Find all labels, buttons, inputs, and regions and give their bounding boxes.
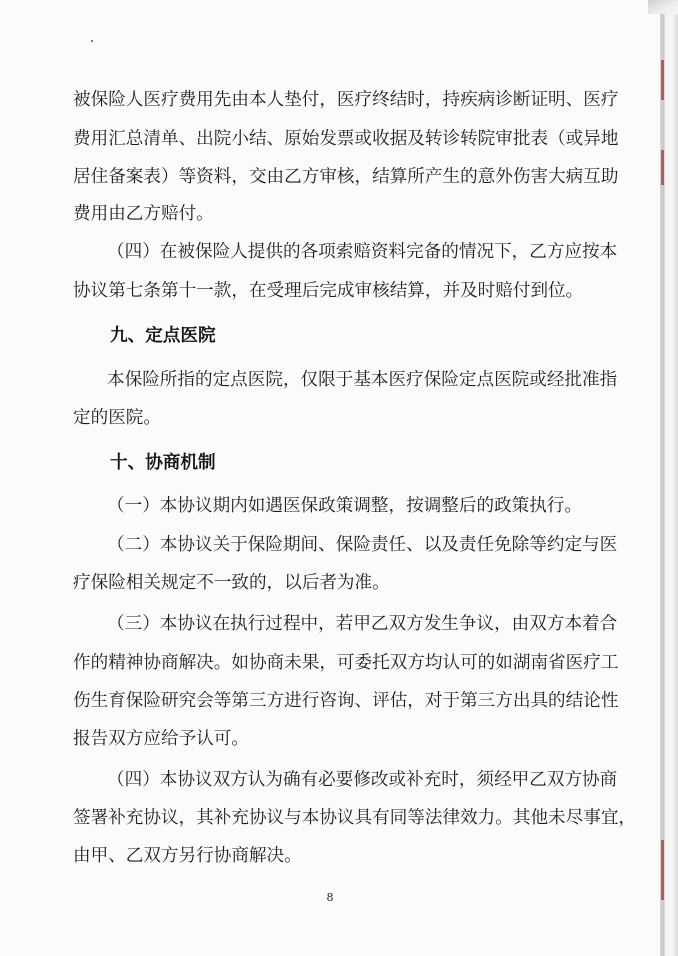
section-heading: 九、定点医院 <box>110 325 216 346</box>
text-line: （四）在被保险人提供的各项索赔资料完备的情况下，乙方应按本 <box>107 242 618 262</box>
text-line: （二）本协议关于保险期间、保险责任、以及责任免除等约定与医 <box>107 535 618 555</box>
text-line: 费用由乙方赔付。 <box>73 204 214 224</box>
page-number: 8 <box>326 891 334 904</box>
scan-speck <box>91 40 93 42</box>
text-line: （三）本协议在执行过程中，若甲乙双方发生争议，由双方本着合 <box>107 614 618 634</box>
text-line: 疗保险相关规定不一致的，以后者为准。 <box>73 573 390 593</box>
edge-mark <box>661 150 664 185</box>
text-line: 居住备案表）等资料，交由乙方审核，结算所产生的意外伤害大病互助 <box>73 167 619 187</box>
edge-mark <box>661 840 664 900</box>
edge-mark <box>661 60 664 100</box>
text-line: （四）本协议双方认为确有必要修改或补充时，须经甲乙双方协商 <box>107 770 618 790</box>
page-corner <box>648 0 678 14</box>
text-line: （一）本协议期内如遇医保政策调整，按调整后的政策执行。 <box>107 496 583 516</box>
page-edge <box>660 0 678 956</box>
text-line: 定的医院。 <box>73 408 161 428</box>
section-heading: 十、协商机制 <box>110 452 216 473</box>
text-line: 签署补充协议，其补充协议与本协议具有同等法律效力。其他未尽事宜， <box>73 808 637 828</box>
text-line: 被保险人医疗费用先由本人垫付，医疗终结时，持疾病诊断证明、医疗 <box>73 90 619 110</box>
text-line: 伤生育保险研究会等第三方进行咨询、评估，对于第三方出具的结论性 <box>73 691 619 711</box>
text-line: 作的精神协商解决。如协商未果，可委托双方均认可的如湖南省医疗工 <box>73 653 619 673</box>
text-line: 协议第七条第十一款，在受理后完成审核结算，并及时赔付到位。 <box>73 281 584 301</box>
text-line: 费用汇总清单、出院小结、原始发票或收据及转诊转院审批表（或异地 <box>73 129 619 149</box>
text-line: 由甲、乙双方另行协商解决。 <box>73 846 302 866</box>
text-line: 本保险所指的定点医院，仅限于基本医疗保险定点医院或经批准指 <box>107 370 618 390</box>
text-line: 报告双方应给予认可。 <box>73 729 249 749</box>
